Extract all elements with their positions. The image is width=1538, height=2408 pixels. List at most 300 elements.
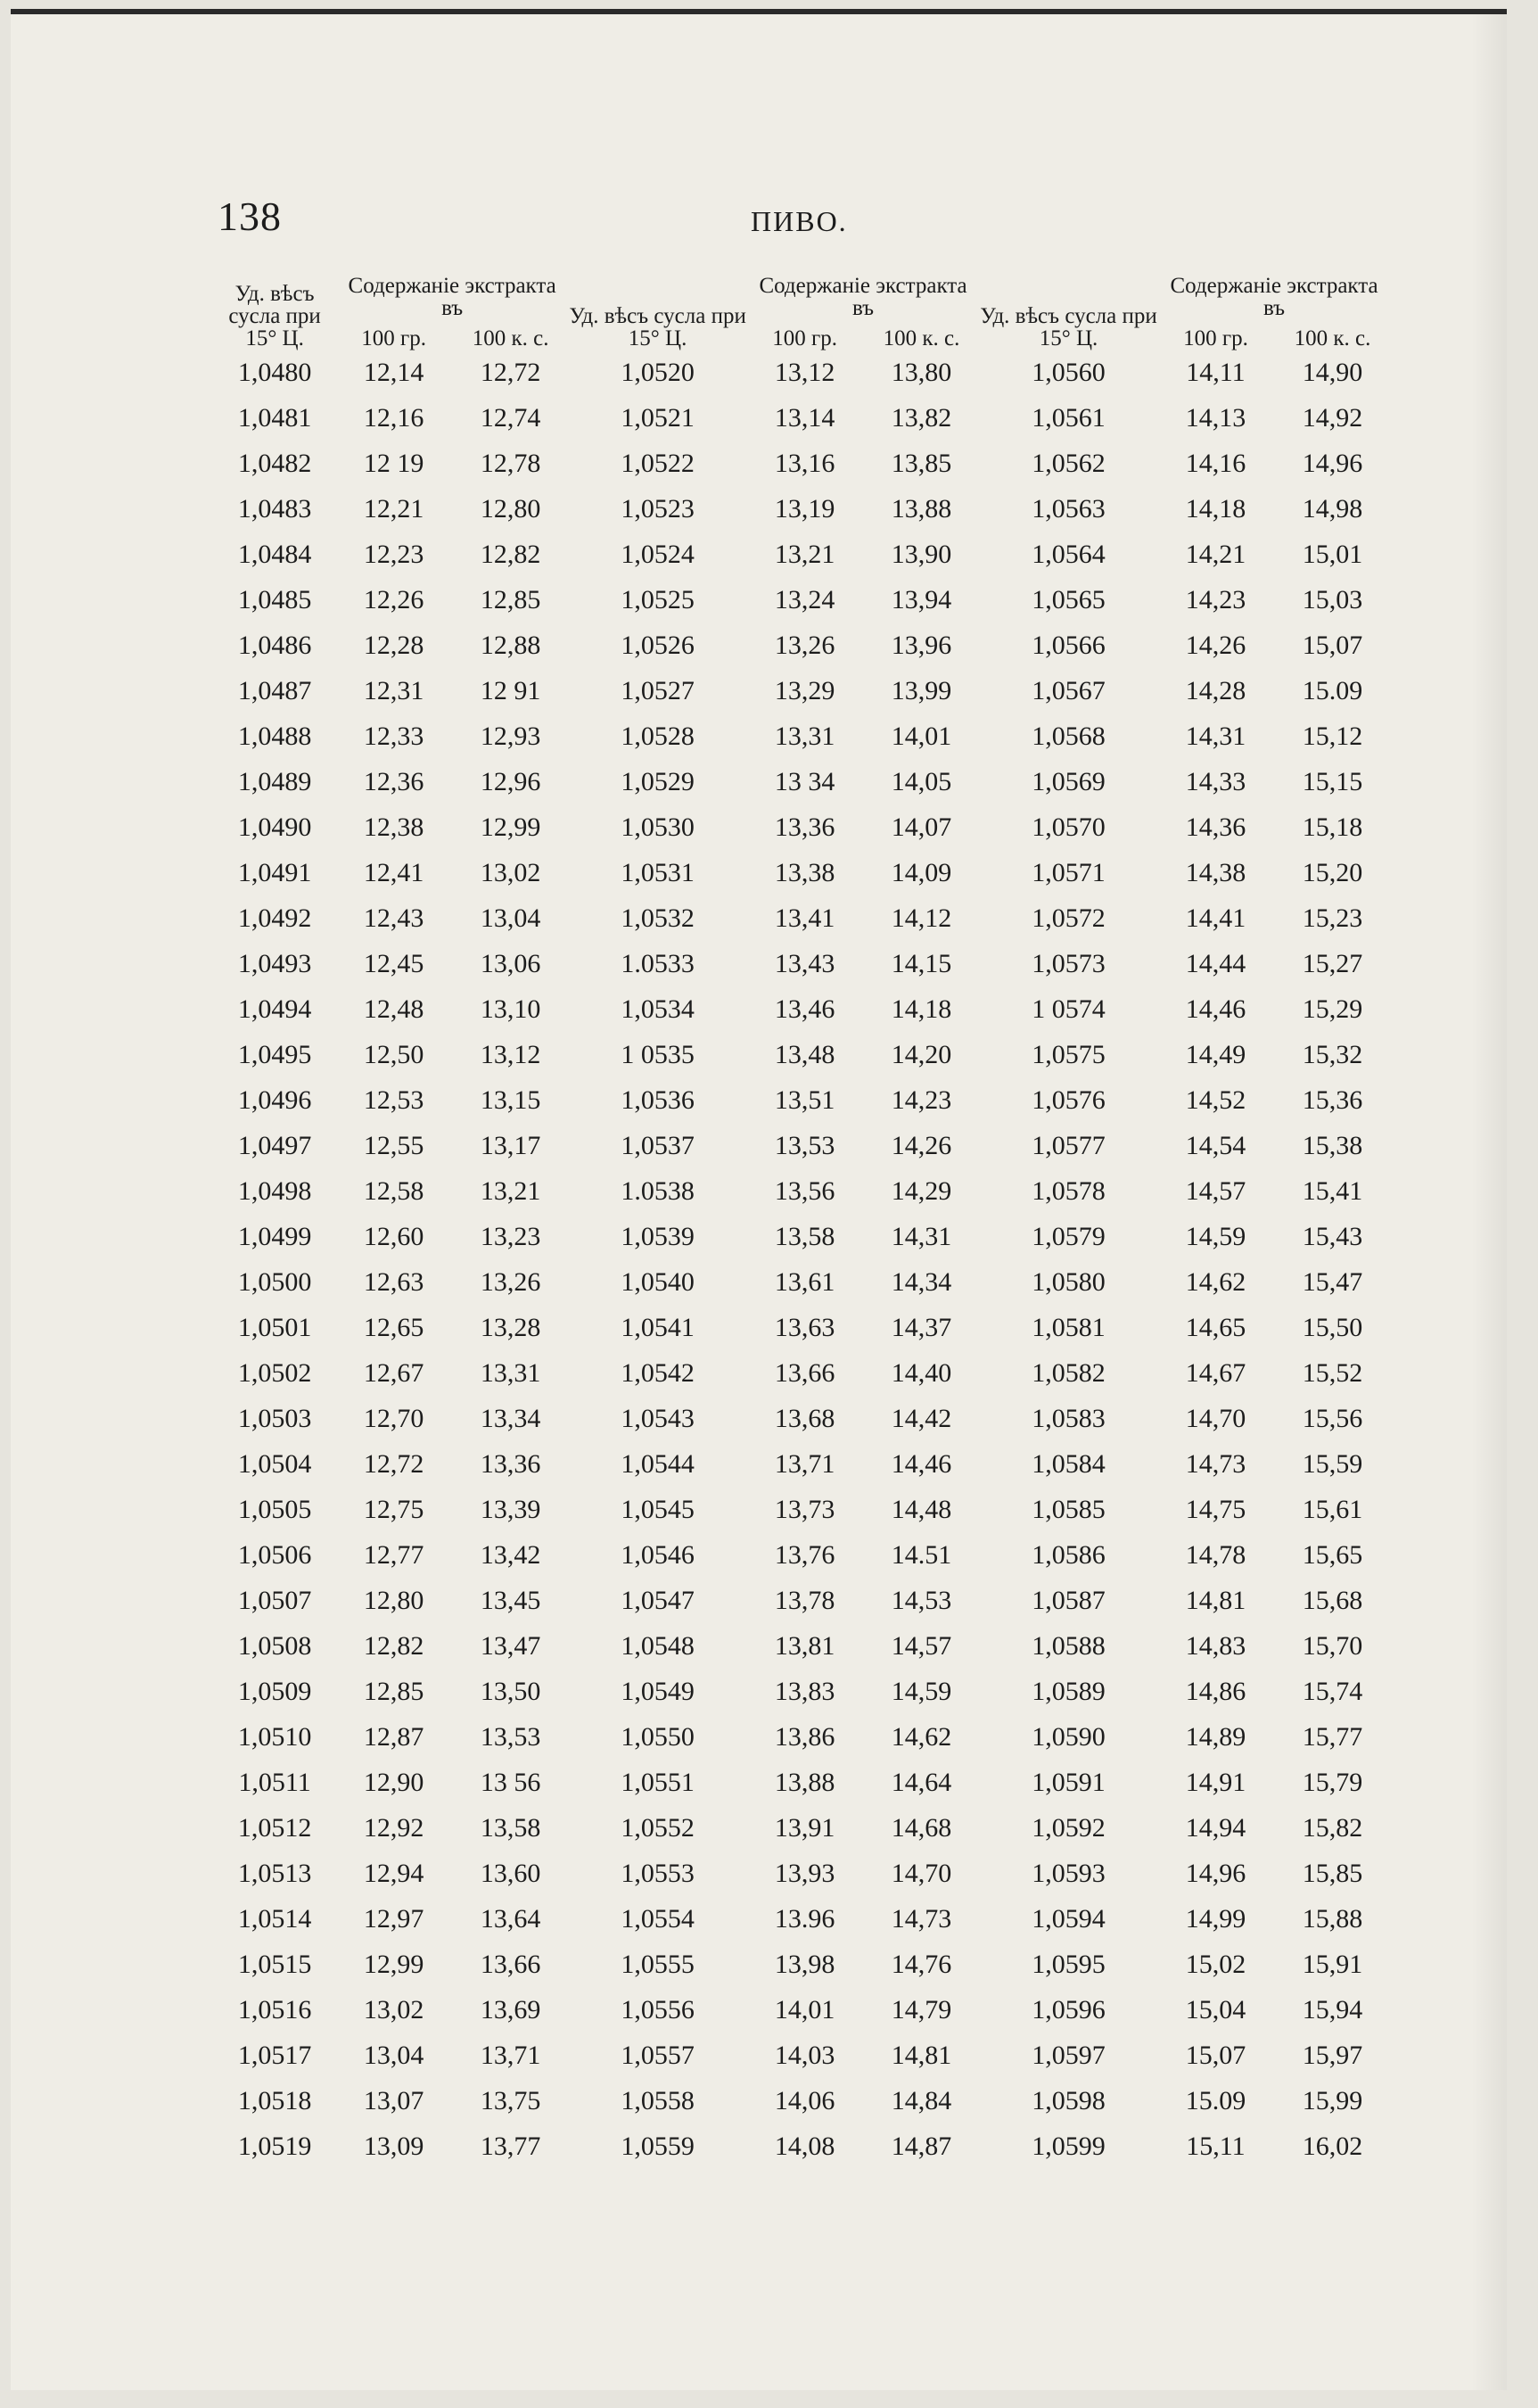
- sg-cell: 1,0545: [621, 1494, 695, 1524]
- cc-cell: 14,07: [891, 812, 952, 842]
- grams-cell: 14,49: [1185, 1039, 1246, 1069]
- cc-cell: 13,39: [480, 1494, 541, 1524]
- grams-cell: 14,52: [1185, 1084, 1246, 1115]
- cc-cell: 14,20: [891, 1039, 952, 1069]
- cc-cell: 15,07: [1302, 630, 1363, 660]
- cc-cell: 13,71: [480, 2040, 541, 2070]
- grams-cell: 12,75: [363, 1494, 424, 1524]
- grams-cell: 13,51: [774, 1084, 835, 1115]
- sg-cell: 1,0590: [1032, 1721, 1106, 1752]
- table-row: [214, 486, 1391, 532]
- cc-cell: 14,15: [891, 948, 952, 978]
- cc-cell: 13,42: [480, 1539, 541, 1570]
- sg-cell: 1,0494: [237, 994, 312, 1024]
- grams-cell: 13,98: [774, 1949, 835, 1979]
- sg-cell: 1,0569: [1032, 766, 1106, 796]
- cc-cell: 15,36: [1302, 1084, 1363, 1115]
- grams-cell: 14,28: [1185, 675, 1246, 705]
- sg-cell: 1,0500: [237, 1266, 312, 1297]
- grams-cell: 12,67: [363, 1357, 424, 1388]
- table-row: [214, 1350, 1391, 1396]
- sg-cell: 1,0585: [1032, 1494, 1106, 1524]
- sg-cell: 1,0561: [1032, 402, 1106, 433]
- cc-cell: 15,65: [1302, 1539, 1363, 1570]
- sg-cell: 1,0554: [621, 1903, 695, 1934]
- grams-cell: 14,89: [1185, 1721, 1246, 1752]
- cc-cell: 15,29: [1302, 994, 1363, 1024]
- grams-cell: 12,87: [363, 1721, 424, 1752]
- grams-cell: 12,21: [363, 493, 424, 524]
- cc-cell: 15,82: [1302, 1812, 1363, 1843]
- cc-cell: 15,77: [1302, 1721, 1363, 1752]
- cc-cell: 13,75: [480, 2085, 541, 2115]
- sg-cell: 1,0530: [621, 812, 695, 842]
- grams-cell: 12,33: [363, 721, 424, 751]
- grams-cell: 13,16: [774, 448, 835, 478]
- cc-cell: 13,90: [891, 539, 952, 569]
- table-row: [214, 1077, 1391, 1123]
- cc-cell: 14,34: [891, 1266, 952, 1297]
- grams-cell: 12,53: [363, 1084, 424, 1115]
- sg-cell: 1,0484: [237, 539, 312, 569]
- cc-cell: 13,17: [480, 1130, 541, 1160]
- table-row: [214, 1578, 1391, 1623]
- sg-cell: 1,0481: [237, 402, 312, 433]
- table-row: [214, 1032, 1391, 1077]
- grams-cell: 14,96: [1185, 1858, 1246, 1888]
- cc-cell: 15,99: [1302, 2085, 1363, 2115]
- cc-cell: 13,80: [891, 357, 952, 387]
- grams-cell: 12 19: [363, 448, 424, 478]
- grams-cell: 13,09: [363, 2131, 424, 2161]
- table-row: [214, 1214, 1391, 1259]
- cc-cell: 14,81: [891, 2040, 952, 2070]
- grams-cell: 14,41: [1185, 903, 1246, 933]
- grams-cell: 12,85: [363, 1676, 424, 1706]
- grams-cell: 15,02: [1185, 1949, 1246, 1979]
- cc-cell: 13,66: [480, 1949, 541, 1979]
- sg-cell: 1,0512: [237, 1812, 312, 1843]
- grams-cell: 14,73: [1185, 1448, 1246, 1479]
- table-row: [214, 1760, 1391, 1805]
- grams-cell: 14,11: [1186, 357, 1246, 387]
- grams-cell: 13,73: [774, 1494, 835, 1524]
- table-row: [214, 804, 1391, 850]
- cc-cell: 15,70: [1302, 1630, 1363, 1661]
- sg-header: Уд. вѣсъ сусла при 15° Ц.: [980, 304, 1157, 350]
- sg-cell: 1,0517: [237, 2040, 312, 2070]
- sg-cell: 1,0564: [1032, 539, 1106, 569]
- grams-cell: 14,46: [1185, 994, 1246, 1024]
- cc-cell: 13,96: [891, 630, 952, 660]
- cc-cell: 13,15: [480, 1084, 541, 1115]
- sg-cell: 1,0577: [1032, 1130, 1106, 1160]
- sg-cell: 1,0550: [621, 1721, 695, 1752]
- cc-cell: 14,40: [891, 1357, 952, 1388]
- cc-cell: 14,73: [891, 1903, 952, 1934]
- sg-cell: 1.0538: [621, 1175, 695, 1206]
- sg-cell: 1,0548: [621, 1630, 695, 1661]
- sg-cell: 1,0546: [621, 1539, 695, 1570]
- grams-cell: 13,14: [774, 402, 835, 433]
- sg-cell: 1,0486: [237, 630, 312, 660]
- grams-cell: 13.96: [774, 1903, 835, 1934]
- cc-cell: 15,20: [1302, 857, 1363, 887]
- grams-cell: 13,58: [774, 1221, 835, 1251]
- sg-cell: 1,0566: [1032, 630, 1106, 660]
- sg-cell: 1.0533: [621, 948, 695, 978]
- grams-cell: 12,58: [363, 1175, 424, 1206]
- cc-cell: 14,84: [891, 2085, 952, 2115]
- cc-cell: 13,23: [480, 1221, 541, 1251]
- sg-cell: 1,0522: [621, 448, 695, 478]
- sg-cell: 1,0485: [237, 584, 312, 614]
- table-row: [214, 1441, 1391, 1487]
- sg-cell: 1,0487: [237, 675, 312, 705]
- sg-cell: 1,0509: [237, 1676, 312, 1706]
- sg-cell: 1,0521: [621, 402, 695, 433]
- cc-cell: 15,97: [1302, 2040, 1363, 2070]
- table-row: [214, 1896, 1391, 1942]
- cc-cell: 14,53: [891, 1585, 952, 1615]
- cc-cell: 14,18: [891, 994, 952, 1024]
- cc-cell: 15,18: [1302, 812, 1363, 842]
- grams-cell: 15,04: [1185, 1994, 1246, 2025]
- grams-cell: 13,88: [774, 1767, 835, 1797]
- sg-cell: 1,0503: [237, 1403, 312, 1433]
- grams-cell: 14,08: [774, 2131, 835, 2161]
- grams-cell: 13,29: [774, 675, 835, 705]
- sg-cell: 1,0515: [237, 1949, 312, 1979]
- grams-cell: 12,43: [363, 903, 424, 933]
- grams-cell: 13,68: [774, 1403, 835, 1433]
- sg-cell: 1,0565: [1032, 584, 1106, 614]
- book-page: [11, 9, 1507, 2390]
- sub-header-grams: 100 гр.: [772, 326, 837, 350]
- sg-cell: 1,0592: [1032, 1812, 1106, 1843]
- cc-cell: 12,74: [480, 402, 541, 433]
- cc-cell: 13,10: [480, 994, 541, 1024]
- table-row: [214, 1168, 1391, 1214]
- cc-cell: 13,06: [480, 948, 541, 978]
- cc-cell: 15,23: [1302, 903, 1363, 933]
- table-row: [214, 668, 1391, 713]
- grams-cell: 14,75: [1185, 1494, 1246, 1524]
- grams-cell: 13,36: [774, 812, 835, 842]
- sub-header-cc: 100 к. с.: [883, 326, 960, 350]
- grams-cell: 12,38: [363, 812, 424, 842]
- grams-cell: 12,82: [363, 1630, 424, 1661]
- cc-cell: 13,53: [480, 1721, 541, 1752]
- grams-cell: 12,80: [363, 1585, 424, 1615]
- sg-cell: 1,0526: [621, 630, 695, 660]
- cc-cell: 13,26: [480, 1266, 541, 1297]
- sg-cell: 1,0534: [621, 994, 695, 1024]
- sg-cell: 1,0519: [237, 2131, 312, 2161]
- sg-cell: 1,0588: [1032, 1630, 1106, 1661]
- grams-cell: 14,54: [1185, 1130, 1246, 1160]
- sg-cell: 1,0591: [1032, 1767, 1106, 1797]
- grams-cell: 15,07: [1185, 2040, 1246, 2070]
- cc-cell: 15,27: [1302, 948, 1363, 978]
- cc-cell: 15,91: [1302, 1949, 1363, 1979]
- grams-cell: 12,70: [363, 1403, 424, 1433]
- sg-cell: 1,0480: [237, 357, 312, 387]
- sg-cell: 1,0498: [237, 1175, 312, 1206]
- table-row: [214, 1123, 1391, 1168]
- cc-cell: 15,68: [1302, 1585, 1363, 1615]
- cc-cell: 12,82: [480, 539, 541, 569]
- grams-cell: 13,78: [774, 1585, 835, 1615]
- cc-cell: 14,98: [1302, 493, 1363, 524]
- grams-cell: 13,86: [774, 1721, 835, 1752]
- grams-cell: 12,23: [363, 539, 424, 569]
- cc-cell: 15,94: [1302, 1994, 1363, 2025]
- cc-cell: 13,12: [480, 1039, 541, 1069]
- grams-cell: 13,41: [774, 903, 835, 933]
- cc-cell: 15,85: [1302, 1858, 1363, 1888]
- sg-cell: 1,0583: [1032, 1403, 1106, 1433]
- grams-cell: 12,60: [363, 1221, 424, 1251]
- table-row: [214, 2033, 1391, 2078]
- cc-cell: 12,80: [480, 493, 541, 524]
- cc-cell: 14,31: [891, 1221, 952, 1251]
- grams-cell: 14,13: [1185, 402, 1246, 433]
- cc-cell: 14,12: [891, 903, 952, 933]
- grams-cell: 12,97: [363, 1903, 424, 1934]
- sg-cell: 1,0557: [621, 2040, 695, 2070]
- grams-cell: 13,71: [774, 1448, 835, 1479]
- sg-cell: 1,0532: [621, 903, 695, 933]
- cc-cell: 13 56: [480, 1767, 541, 1797]
- table-row: [214, 986, 1391, 1032]
- sg-cell: 1,0593: [1032, 1858, 1106, 1888]
- sg-cell: 1,0540: [621, 1266, 695, 1297]
- sg-cell: 1,0536: [621, 1084, 695, 1115]
- sg-cell: 1,0555: [621, 1949, 695, 1979]
- table-row: [214, 1305, 1391, 1350]
- cc-cell: 15,01: [1302, 539, 1363, 569]
- grams-cell: 12,45: [363, 948, 424, 978]
- grams-cell: 13,04: [363, 2040, 424, 2070]
- grams-cell: 12,31: [363, 675, 424, 705]
- sg-cell: 1,0586: [1032, 1539, 1106, 1570]
- sg-cell: 1,0505: [237, 1494, 312, 1524]
- grams-cell: 12,92: [363, 1812, 424, 1843]
- table-row: [214, 1396, 1391, 1441]
- cc-cell: 15,38: [1302, 1130, 1363, 1160]
- cc-cell: 15,79: [1302, 1767, 1363, 1797]
- cc-cell: 12,93: [480, 721, 541, 751]
- grams-cell: 12,41: [363, 857, 424, 887]
- grams-cell: 13,07: [363, 2085, 424, 2115]
- sg-cell: 1,0488: [237, 721, 312, 751]
- cc-cell: 14,26: [891, 1130, 952, 1160]
- sg-cell: 1,0580: [1032, 1266, 1106, 1297]
- table-body: [214, 350, 1391, 2169]
- cc-cell: 14,09: [891, 857, 952, 887]
- table-row: [214, 577, 1391, 623]
- cc-cell: 15,32: [1302, 1039, 1363, 1069]
- sg-cell: 1,0596: [1032, 1994, 1106, 2025]
- sg-cell: 1,0541: [621, 1312, 695, 1342]
- table-row: [214, 1487, 1391, 1532]
- sg-cell: 1,0496: [237, 1084, 312, 1115]
- grams-cell: 14,38: [1185, 857, 1246, 887]
- table-row: [214, 350, 1391, 395]
- sg-cell: 1,0483: [237, 493, 312, 524]
- sg-cell: 1,0599: [1032, 2131, 1106, 2161]
- cc-cell: 13,28: [480, 1312, 541, 1342]
- grams-cell: 14,94: [1185, 1812, 1246, 1843]
- cc-cell: 13,60: [480, 1858, 541, 1888]
- cc-cell: 14,90: [1302, 357, 1363, 387]
- grams-cell: 12,26: [363, 584, 424, 614]
- grams-cell: 14,21: [1185, 539, 1246, 569]
- sg-cell: 1,0560: [1032, 357, 1106, 387]
- grams-cell: 12,65: [363, 1312, 424, 1342]
- cc-cell: 13,88: [891, 493, 952, 524]
- grams-cell: 13,46: [774, 994, 835, 1024]
- cc-cell: 13,99: [891, 675, 952, 705]
- cc-cell: 14,23: [891, 1084, 952, 1115]
- table-row: [214, 850, 1391, 895]
- sg-cell: 1,0508: [237, 1630, 312, 1661]
- sub-header-cc: 100 к. с.: [472, 326, 549, 350]
- cc-cell: 14,37: [891, 1312, 952, 1342]
- cc-cell: 15,59: [1302, 1448, 1363, 1479]
- grams-cell: 14,62: [1185, 1266, 1246, 1297]
- cc-cell: 12,85: [480, 584, 541, 614]
- sg-header: Уд. вѣсъ сусла при 15° Ц.: [569, 304, 746, 350]
- sg-cell: 1,0524: [621, 539, 695, 569]
- grams-cell: 15,11: [1186, 2131, 1246, 2161]
- sg-cell: 1,0499: [237, 1221, 312, 1251]
- cc-cell: 14,05: [891, 766, 952, 796]
- sg-cell: 1,0501: [237, 1312, 312, 1342]
- sg-cell: 1,0578: [1032, 1175, 1106, 1206]
- sg-cell: 1,0542: [621, 1357, 695, 1388]
- grams-cell: 12,72: [363, 1448, 424, 1479]
- sg-cell: 1,0543: [621, 1403, 695, 1433]
- grams-cell: 12,94: [363, 1858, 424, 1888]
- grams-cell: 12,99: [363, 1949, 424, 1979]
- sg-cell: 1,0595: [1032, 1949, 1106, 1979]
- cc-cell: 14.51: [891, 1539, 952, 1570]
- grams-cell: 12,48: [363, 994, 424, 1024]
- content-header: Содержаніе экстракта въ: [1170, 274, 1378, 320]
- sg-cell: 1,0492: [237, 903, 312, 933]
- sg-cell: 1,0491: [237, 857, 312, 887]
- grams-cell: 12,14: [363, 357, 424, 387]
- wort-extract-table: [214, 275, 1391, 2169]
- table-row: [214, 441, 1391, 486]
- sg-cell: 1,0572: [1032, 903, 1106, 933]
- sg-cell: 1,0589: [1032, 1676, 1106, 1706]
- cc-cell: 14,62: [891, 1721, 952, 1752]
- cc-cell: 15,52: [1302, 1357, 1363, 1388]
- table-row: [214, 2123, 1391, 2169]
- sg-cell: 1,0497: [237, 1130, 312, 1160]
- grams-cell: 14,36: [1185, 812, 1246, 842]
- sg-cell: 1,0587: [1032, 1585, 1106, 1615]
- table-row: [214, 1942, 1391, 1987]
- grams-cell: 14,44: [1185, 948, 1246, 978]
- cc-cell: 13,04: [480, 903, 541, 933]
- grams-cell: 14,23: [1185, 584, 1246, 614]
- grams-cell: 13,56: [774, 1175, 835, 1206]
- grams-cell: 13,53: [774, 1130, 835, 1160]
- sg-cell: 1,0493: [237, 948, 312, 978]
- sg-cell: 1,0553: [621, 1858, 695, 1888]
- sg-cell: 1,0511: [238, 1767, 311, 1797]
- sg-cell: 1,0549: [621, 1676, 695, 1706]
- page-edge-shadow: [1471, 14, 1507, 2390]
- cc-cell: 14,57: [891, 1630, 952, 1661]
- grams-cell: 14,81: [1185, 1585, 1246, 1615]
- table-row: [214, 1623, 1391, 1669]
- grams-cell: 12,77: [363, 1539, 424, 1570]
- sub-header-cc: 100 к. с.: [1294, 326, 1371, 350]
- cc-cell: 14,48: [891, 1494, 952, 1524]
- table-row: [214, 1851, 1391, 1896]
- grams-cell: 14,03: [774, 2040, 835, 2070]
- sg-cell: 1,0525: [621, 584, 695, 614]
- grams-cell: 14,67: [1185, 1357, 1246, 1388]
- sg-cell: 1,0562: [1032, 448, 1106, 478]
- cc-cell: 14,96: [1302, 448, 1363, 478]
- sg-cell: 1,0516: [237, 1994, 312, 2025]
- sg-cell: 1,0573: [1032, 948, 1106, 978]
- grams-cell: 14,65: [1185, 1312, 1246, 1342]
- cc-cell: 14,64: [891, 1767, 952, 1797]
- grams-cell: 14,78: [1185, 1539, 1246, 1570]
- table-row: [214, 395, 1391, 441]
- cc-cell: 15,43: [1302, 1221, 1363, 1251]
- cc-cell: 13,82: [891, 402, 952, 433]
- grams-cell: 14,86: [1185, 1676, 1246, 1706]
- cc-cell: 15,56: [1302, 1403, 1363, 1433]
- grams-cell: 13,83: [774, 1676, 835, 1706]
- grams-cell: 13,93: [774, 1858, 835, 1888]
- page-number: 138: [218, 194, 282, 239]
- cc-cell: 12,72: [480, 357, 541, 387]
- sg-cell: 1,0506: [237, 1539, 312, 1570]
- cc-cell: 12 91: [480, 675, 541, 705]
- content-header: Содержаніе экстракта въ: [348, 274, 556, 320]
- grams-cell: 13,81: [774, 1630, 835, 1661]
- grams-cell: 13,24: [774, 584, 835, 614]
- sg-cell: 1,0495: [237, 1039, 312, 1069]
- sg-cell: 1,0544: [621, 1448, 695, 1479]
- cc-cell: 13,50: [480, 1676, 541, 1706]
- grams-cell: 12,90: [363, 1767, 424, 1797]
- sg-cell: 1,0507: [237, 1585, 312, 1615]
- grams-cell: 13,76: [774, 1539, 835, 1570]
- table-row: [214, 2078, 1391, 2123]
- sg-cell: 1,0575: [1032, 1039, 1106, 1069]
- cc-cell: 15,03: [1302, 584, 1363, 614]
- cc-cell: 12,99: [480, 812, 541, 842]
- table-row: [214, 623, 1391, 668]
- grams-cell: 13,38: [774, 857, 835, 887]
- grams-cell: 14,06: [774, 2085, 835, 2115]
- grams-cell: 13,63: [774, 1312, 835, 1342]
- grams-cell: 12,55: [363, 1130, 424, 1160]
- cc-cell: 14,01: [891, 721, 952, 751]
- grams-cell: 14,59: [1185, 1221, 1246, 1251]
- grams-cell: 13,91: [774, 1812, 835, 1843]
